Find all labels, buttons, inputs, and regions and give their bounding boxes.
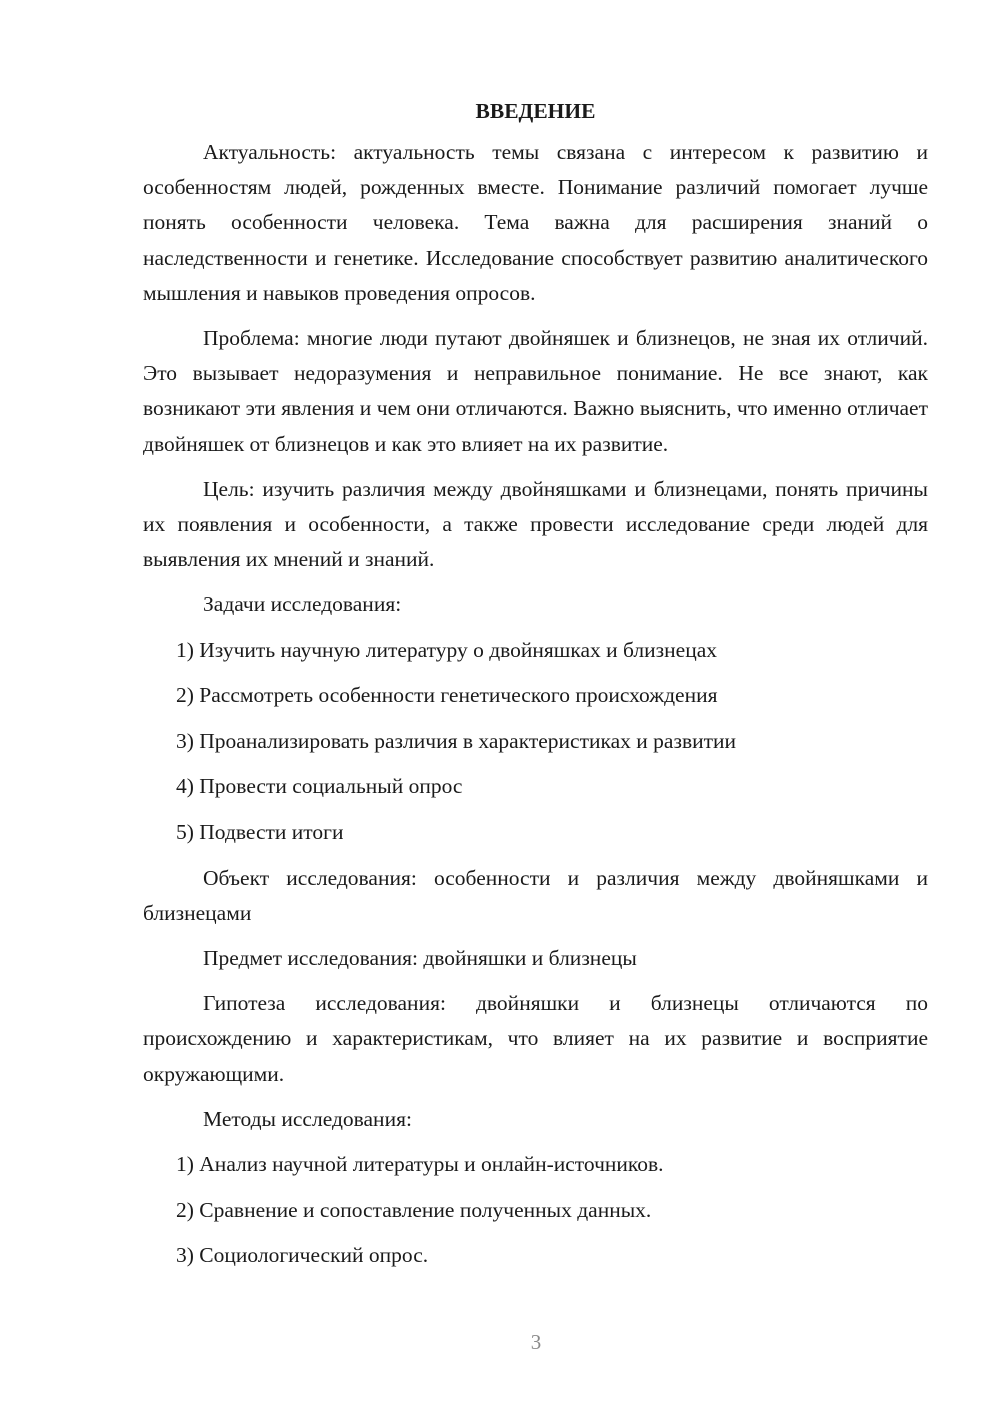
problem-paragraph: Проблема: многие люди путают двойняшек и близнецов, не зная их отличий. Это вызывает недоразумения и неправильное понимание. Не все знают, как возникают эти явления и чем они отличаются. Важно выяснить, что именно отличает двойняшек от близнецов и как это влияет на их развитие. bbox=[143, 326, 928, 456]
page-number: 3 bbox=[530, 1330, 542, 1354]
task-item-4: 4) Провести социальный опрос bbox=[176, 774, 463, 799]
method-item-2: 2) Сравнение и сопоставление полученных данных. bbox=[176, 1197, 652, 1222]
methods-heading: Методы исследования: bbox=[203, 1106, 412, 1131]
task-item-2: 2) Рассмотреть особенности генетического происхождения bbox=[176, 683, 718, 708]
tasks-list bbox=[143, 633, 928, 851]
subject-paragraph: Предмет исследования: двойняшки и близнецы bbox=[203, 946, 637, 971]
task-item-3: 3) Проанализировать различия в характеристиках и развитии bbox=[176, 728, 737, 753]
object-paragraph: Объект исследования: особенности и различия между двойняшками и близнецами bbox=[143, 865, 928, 925]
methods-list bbox=[143, 1147, 928, 1274]
relevance-paragraph: Актуальность: актуальность темы связана с интересом к развитию и особенностям людей, рожденных вместе. Понимание различий помогает лучше понять особенности человека. Тема важна для расширения знаний о наследственности и генетике. Исследование способствует развитию аналитического мышления и навыков проведения опросов. bbox=[143, 140, 928, 305]
hypothesis-paragraph: Гипотеза исследования: двойняшки и близнецы отличаются по происхождению и характеристикам, что влияет на их развитие и восприятие окружающими. bbox=[143, 991, 928, 1086]
task-item-1: 1) Изучить научную литературу о двойняшках и близнецах bbox=[176, 637, 717, 662]
goal-paragraph: Цель: изучить различия между двойняшками и близнецами, понять причины их появления и особенности, а также провести исследование среди людей для выявления их мнений и знаний. bbox=[143, 476, 928, 572]
tasks-heading: Задачи исследования: bbox=[203, 592, 402, 617]
method-item-3: 3) Социологический опрос. bbox=[176, 1243, 429, 1268]
task-item-5: 5) Подвести итоги bbox=[176, 820, 344, 845]
document-page bbox=[143, 94, 928, 1284]
section-title: ВВЕДЕНИЕ bbox=[475, 99, 596, 123]
method-item-1: 1) Анализ научной литературы и онлайн-источников. bbox=[176, 1152, 664, 1177]
